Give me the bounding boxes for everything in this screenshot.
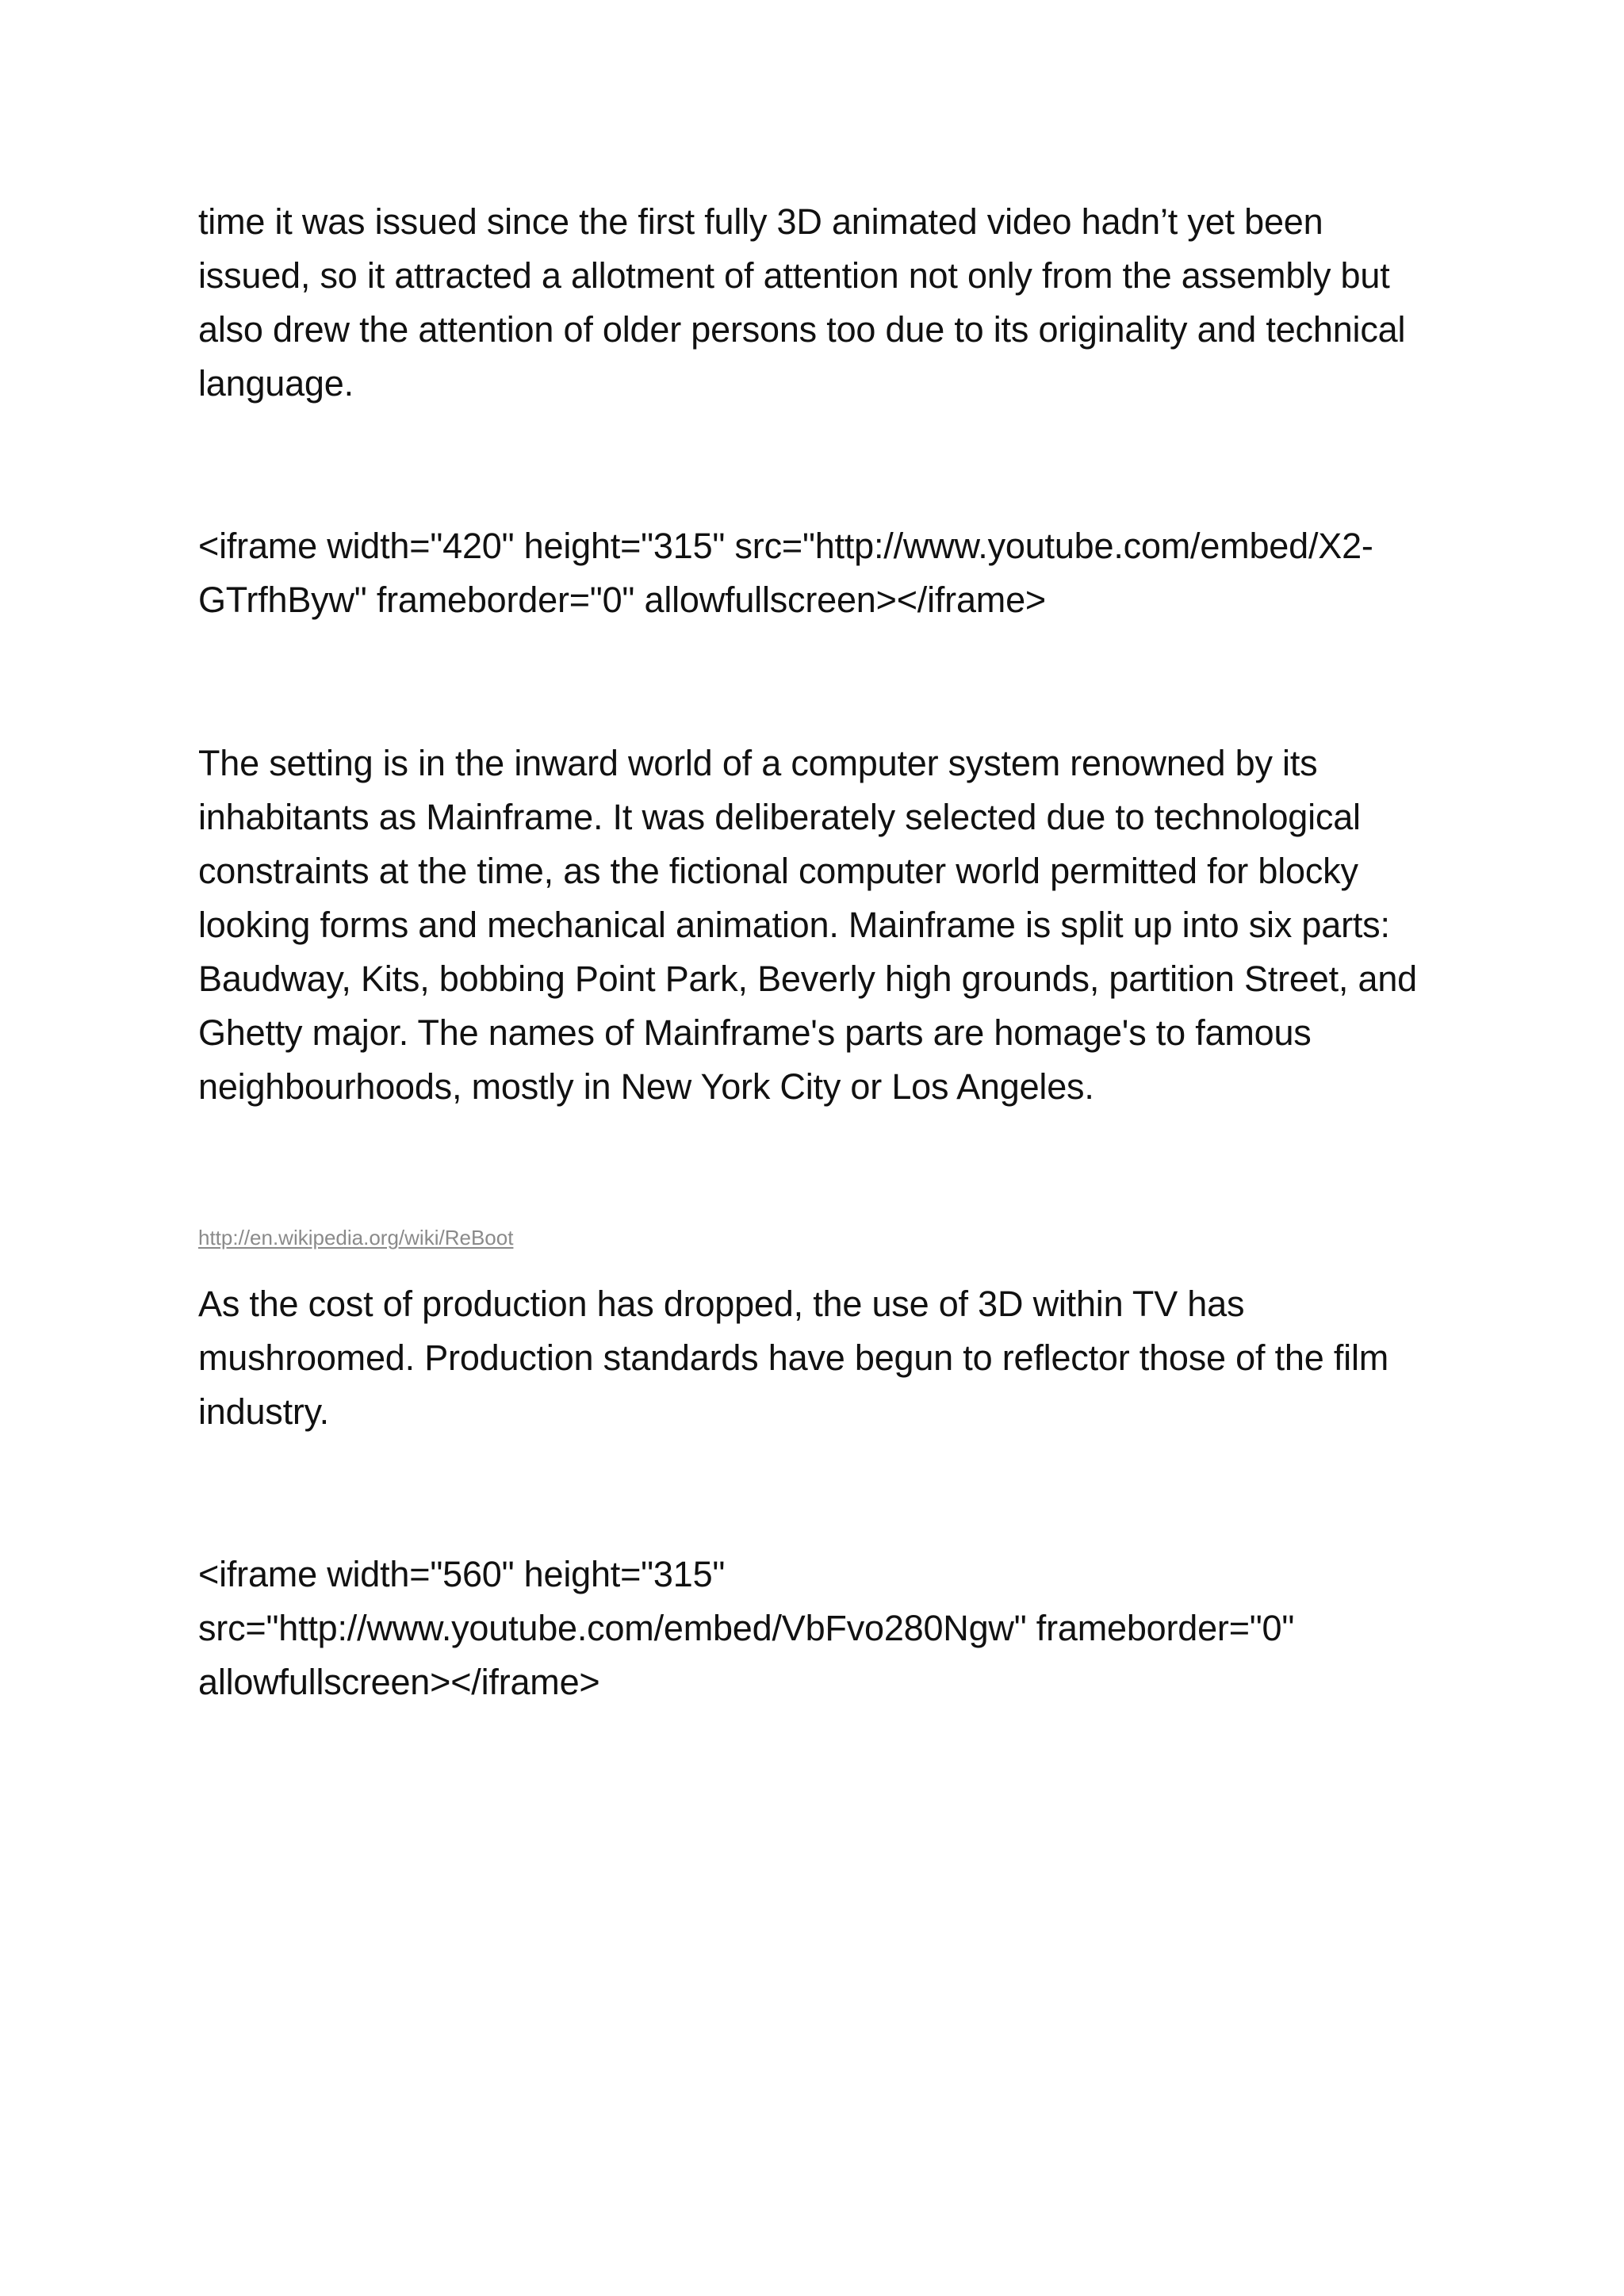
- text-line: time it was issued since the first fully 3D animated video hadn’t yet been: [198, 201, 1323, 242]
- text-line: issued, so it attracted a allotment of attention not only from the assembly but: [198, 255, 1390, 296]
- source-link-wikipedia[interactable]: http://en.wikipedia.org/wiki/ReBoot: [198, 1226, 514, 1249]
- text-line: allowfullscreen></iframe>: [198, 1662, 600, 1702]
- paragraph-3d-tv-production: [198, 1277, 1435, 1439]
- text-line: As the cost of production has dropped, the use of 3D within TV has: [198, 1284, 1245, 1324]
- paragraph-mainframe-setting: [198, 737, 1435, 1114]
- text-line: The setting is in the inward world of a computer system renowned by its: [198, 743, 1318, 783]
- text-line: language.: [198, 363, 354, 404]
- text-line: mushroomed. Production standards have begun to reflector those of the film: [198, 1337, 1389, 1378]
- text-line: Baudway, Kits, bobbing Point Park, Beverly high grounds, partition Street, and: [198, 959, 1417, 999]
- text-line: industry.: [198, 1391, 329, 1432]
- text-line: GTrfhByw" frameborder="0" allowfullscreen></iframe>: [198, 580, 1046, 620]
- text-line: Ghetty major. The names of Mainframe's parts are homage's to famous: [198, 1012, 1312, 1053]
- text-line: inhabitants as Mainframe. It was deliberately selected due to technological: [198, 797, 1361, 837]
- text-line: <iframe width="560" height="315": [198, 1554, 726, 1594]
- paragraph-reboot-release: [198, 195, 1435, 411]
- text-line: src="http://www.youtube.com/embed/VbFvo280Ngw" frameborder="0": [198, 1608, 1295, 1648]
- iframe-embed-code-2: [198, 1548, 1435, 1709]
- text-line: <iframe width="420" height="315" src="http://www.youtube.com/embed/X2-: [198, 526, 1373, 566]
- iframe-embed-code-1: [198, 519, 1435, 627]
- text-line: also drew the attention of older persons too due to its originality and technical: [198, 309, 1406, 350]
- text-line: looking forms and mechanical animation. Mainframe is split up into six parts:: [198, 905, 1390, 945]
- text-line: neighbourhoods, mostly in New York City or Los Angeles.: [198, 1066, 1094, 1107]
- text-line: constraints at the time, as the fictional computer world permitted for blocky: [198, 851, 1358, 891]
